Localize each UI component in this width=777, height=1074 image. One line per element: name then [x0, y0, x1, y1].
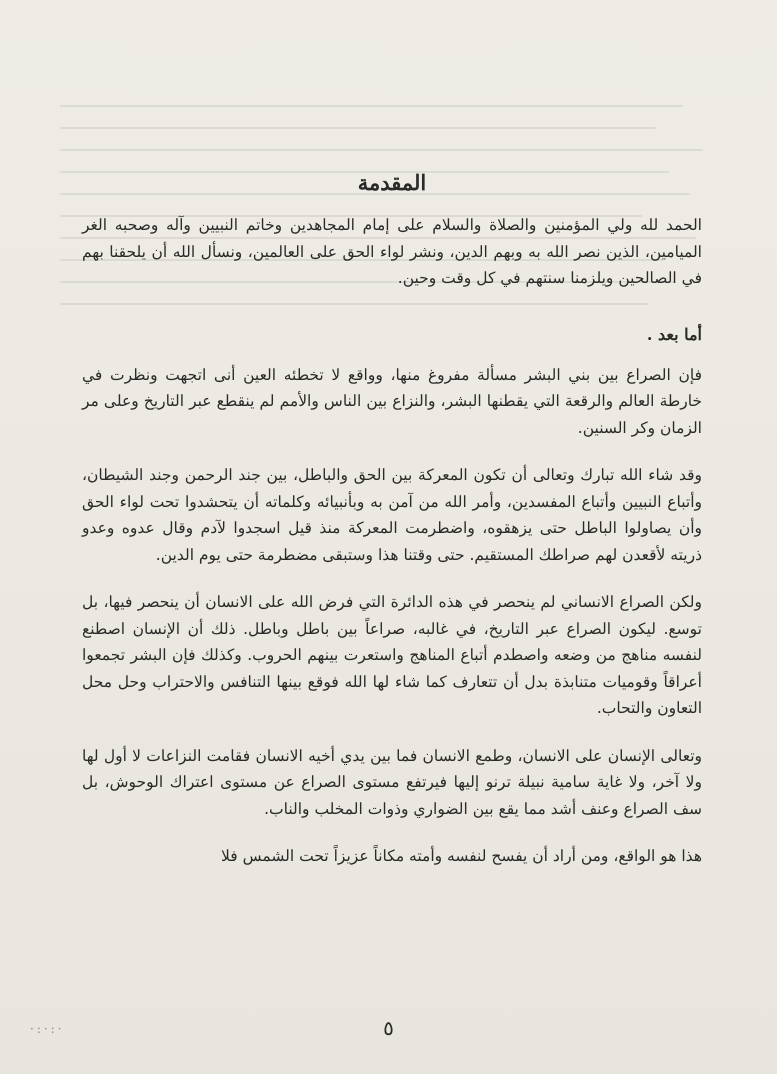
page-title: المقدمة	[357, 170, 427, 195]
page-body	[82, 168, 702, 891]
paragraph-truth-falsehood: وقد شاء الله تبارك وتعالى أن تكون المعركة بين الحق والباطل، بين جند الرحمن وجند الشيطان، وأتباع النبيين وأتباع المفسدين، وأمر الله من آمن به وبأنبيائه وكلماته أن يتحشدوا تحت لواء الحق وأن يصاولوا الباطل حتى يزهقوه، واضطرمت المعركة منذ قيل اسجدوا لآدم وقال عدوه وعدو ذريته لأقعدن لهم صراطك المستقيم. حتى وقتنا هذا وستبقى مضطرمة حتى يوم الدين.	[82, 466, 702, 564]
paragraph-conflict: فإن الصراع بين بني البشر مسألة مفروغ منها، وواقع لا تخطئه العين أنى اتجهت ونظرت في خارطة العالم والرقعة التي يقطنها البشر، والنزاع بين الناس والأمم لم ينقطع عبر التاريخ وعلى مر الزمان وكر السنين.	[82, 365, 702, 437]
paragraph-opening: الحمد لله ولي المؤمنين والصلاة والسلام على إمام المجاهدين وخاتم النبيين وآله وصحبه الغر الميامين، الذين نصر الله به وبهم الدين، ونشر لواء الحق على العالمين، ونسأل الله أن يلحقنا بهم في الصالحين ويلزمنا سنتهم في كل وقت وحين.	[82, 216, 702, 287]
margin-speckle: ·:·:·	[30, 1022, 65, 1036]
paragraph-human-conflict: ولكن الصراع الانساني لم ينحصر في هذه الدائرة التي فرض الله على الانسان أن ينحصر فيها، بل توسع. ليكون الصراع عبر التاريخ، في غالبه، صراعاً بين باطل وباطل. ذلك أن الإنسان اصطنع لنفسه مناهج من وضعه واصطدم أتباع المناهج واستعرت بينهم الحروب. وكذلك فإن البشر تجمعوا أعراقاً وقوميات متنابذة بدل أن تتعارف كما شاء لها الله فوقع بينها التنافس والاحتراب وحل محل التعاون والتحاب.	[82, 593, 702, 717]
paragraph-reality: هذا هو الواقع، ومن أراد أن يفسح لنفسه وأمته مكاناً عزيزاً تحت الشمس فلا	[221, 847, 702, 865]
section-subheading: أما بعد .	[646, 324, 702, 344]
paragraph-human-ambition: وتعالى الإنسان على الانسان، وطمع الانسان فما بين يدي أخيه الانسان فقامت النزاعات لا أول لها ولا آخر، ولا غاية سامية نبيلة ترنو إليها فيرتفع مستوى الصراع عن مستوى اعتراك الوحوش، بل سف الصراع وعنف أشد مما يقع بين الضواري وذوات المخلب والناب.	[82, 746, 702, 818]
page-number: ٥	[383, 1016, 394, 1040]
